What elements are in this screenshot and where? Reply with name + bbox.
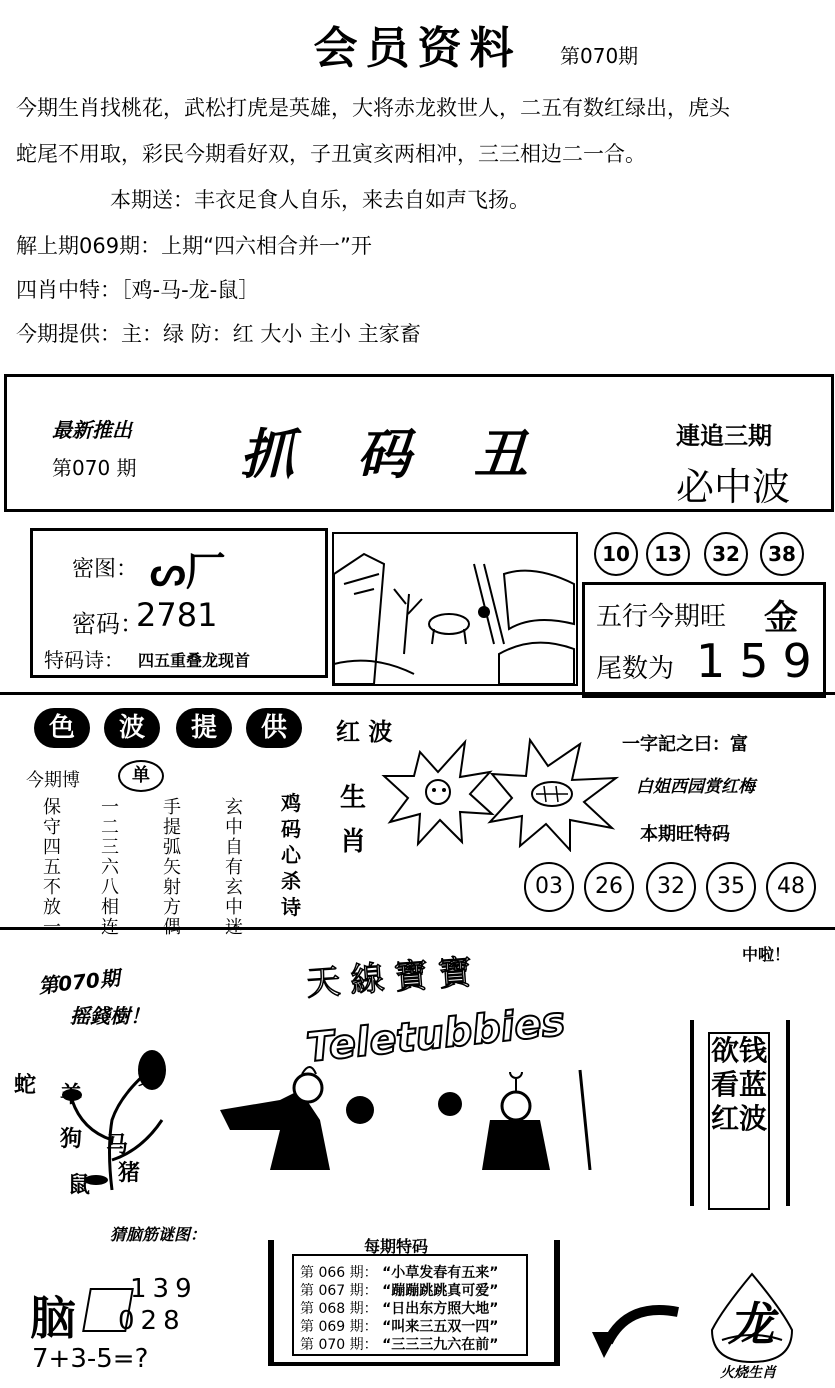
memo-line: 一字記之曰：富 [622, 734, 748, 755]
tree-zodiac: 兔 [138, 1064, 161, 1090]
hot-ball: 35 [706, 862, 756, 912]
banner-left-2: 第070 期 [52, 456, 137, 480]
dragon-caption: 火烧生肖 [720, 1365, 776, 1381]
puzzle-title: 猜脑筋谜图： [110, 1225, 207, 1244]
vertical-poem: 鸡码心杀诗 [281, 791, 301, 919]
pill-ti: 提 [176, 708, 232, 748]
page-title: 会员资料 [313, 23, 522, 74]
teletubbies-picture [220, 1060, 600, 1170]
tree-zodiac: 鼠 [68, 1172, 91, 1198]
teletubbies-logo: Teletubbies [304, 998, 568, 1072]
banner-right-1: 連追三期 [676, 422, 772, 450]
hot-number-label: 本期旺特码 [640, 824, 730, 845]
provide-line: 今期提供：主：绿 防：红 大小 主小 主家畜 [16, 322, 421, 346]
banner-left-1: 最新推出 [52, 418, 132, 442]
promo-text: “蹦蹦跳跳真可爱” [382, 1283, 499, 1299]
issue-number: 第070期 [560, 44, 639, 68]
puzzle-line-1: 139 [130, 1274, 198, 1304]
promo-issue: 第 070 期： [300, 1337, 378, 1353]
poem-column: 一二三六八相连 [101, 797, 119, 938]
puzzle-brain: 脑 [30, 1291, 76, 1345]
promo-text: “叫来三五双一四” [382, 1319, 499, 1335]
arrow-icon [588, 1292, 688, 1362]
promo-issue: 第 066 期： [300, 1265, 378, 1281]
promo-text: “小草发春有五来” [382, 1265, 499, 1281]
burst-pictures [380, 732, 620, 852]
pill-bo: 波 [104, 708, 160, 748]
intro-line-1: 今期生肖找桃花，武松打虎是英雄，大将赤龙救世人，二五有数红绿出，虎头 [16, 96, 730, 120]
four-zodiac-line: 四肖中特：［鸡-马-龙-鼠］ [16, 278, 260, 302]
gift-line: 本期送：丰衣足食人自乐，来去自如声飞扬。 [110, 188, 530, 212]
mitu-glyph: ᔕ厂 [150, 548, 226, 595]
promo-row [300, 1334, 498, 1354]
money-tree [12, 1040, 212, 1200]
wuxing-element: 金 [764, 598, 798, 638]
tree-zodiac: 马 [106, 1132, 129, 1158]
mima-value: 2781 [136, 596, 218, 634]
tree-zodiac: 猪 [118, 1160, 141, 1186]
hot-ball: 26 [584, 862, 634, 912]
pill-gong: 供 [246, 708, 302, 748]
promo-text: “日出东方照大地” [382, 1301, 499, 1317]
hot-ball: 32 [646, 862, 696, 912]
dragon-glyph: 龙 [728, 1297, 774, 1351]
wuxing-line: 五行今期旺 [596, 602, 727, 632]
poem-column: 玄中自有玄中迷 [225, 797, 243, 938]
puzzle-line-2: 028 [118, 1306, 186, 1336]
tree-zodiac: 羊 [60, 1082, 83, 1108]
mima-label: 密码： [72, 610, 144, 638]
prev-result-line: 解上期069期：上期“四六相合并一”开 [16, 234, 372, 258]
bottom-issue: 第070期 [37, 965, 121, 999]
promo-row [300, 1280, 498, 1300]
mitu-label: 密图： [72, 557, 139, 582]
red-wave: 红 波 [336, 717, 393, 746]
zodiac-label: 生肖 [339, 783, 366, 857]
promo-row [300, 1262, 498, 1282]
promo-title: 每期特码 [360, 1234, 432, 1257]
scene-picture [332, 532, 578, 686]
poem-value: 四五重叠龙现首 [138, 651, 251, 670]
top-ball: 32 [704, 532, 748, 576]
banner-center: 抓 码 丑 [240, 422, 550, 486]
poem-column: 保守四五不放一 [43, 797, 61, 938]
hot-ball: 03 [524, 862, 574, 912]
top-ball: 13 [646, 532, 690, 576]
promo-issue: 第 069 期： [300, 1319, 378, 1335]
promo-row [300, 1298, 498, 1318]
puzzle-equation: 7+3-5=? [32, 1344, 149, 1374]
zhongla-text: 中啦！ [742, 945, 791, 964]
tail-label: 尾数为 [596, 654, 675, 684]
promo-row [300, 1316, 498, 1336]
money-tree-title: 摇錢樹！ [70, 1004, 150, 1028]
money-box-text: 欲钱看蓝红波 [708, 1032, 770, 1210]
promo-text: “三三三九六在前” [382, 1337, 499, 1353]
flower-line: 白姐西园赏红梅 [636, 777, 755, 797]
poem-label: 特码诗： [44, 648, 124, 672]
today-bet-label: 今期博 [26, 770, 80, 791]
tree-zodiac: 狗 [60, 1126, 83, 1152]
teletubbies-cn-title: 天線寶寶 [305, 951, 484, 1005]
tree-zodiac: 蛇 [14, 1072, 37, 1098]
tail-numbers: 159 [696, 634, 826, 688]
promo-issue: 第 067 期： [300, 1283, 378, 1299]
pill-se: 色 [34, 708, 90, 748]
single-badge: 单 [118, 760, 164, 792]
promo-issue: 第 068 期： [300, 1301, 378, 1317]
banner-right-2: 必中波 [676, 465, 791, 509]
top-ball: 10 [594, 532, 638, 576]
top-ball: 38 [760, 532, 804, 576]
poem-column: 手提弧矢射方偶 [163, 797, 181, 938]
intro-line-2: 蛇尾不用取，彩民今期看好双，子丑寅亥两相冲，三三相边二一合。 [16, 142, 646, 166]
hot-ball: 48 [766, 862, 816, 912]
